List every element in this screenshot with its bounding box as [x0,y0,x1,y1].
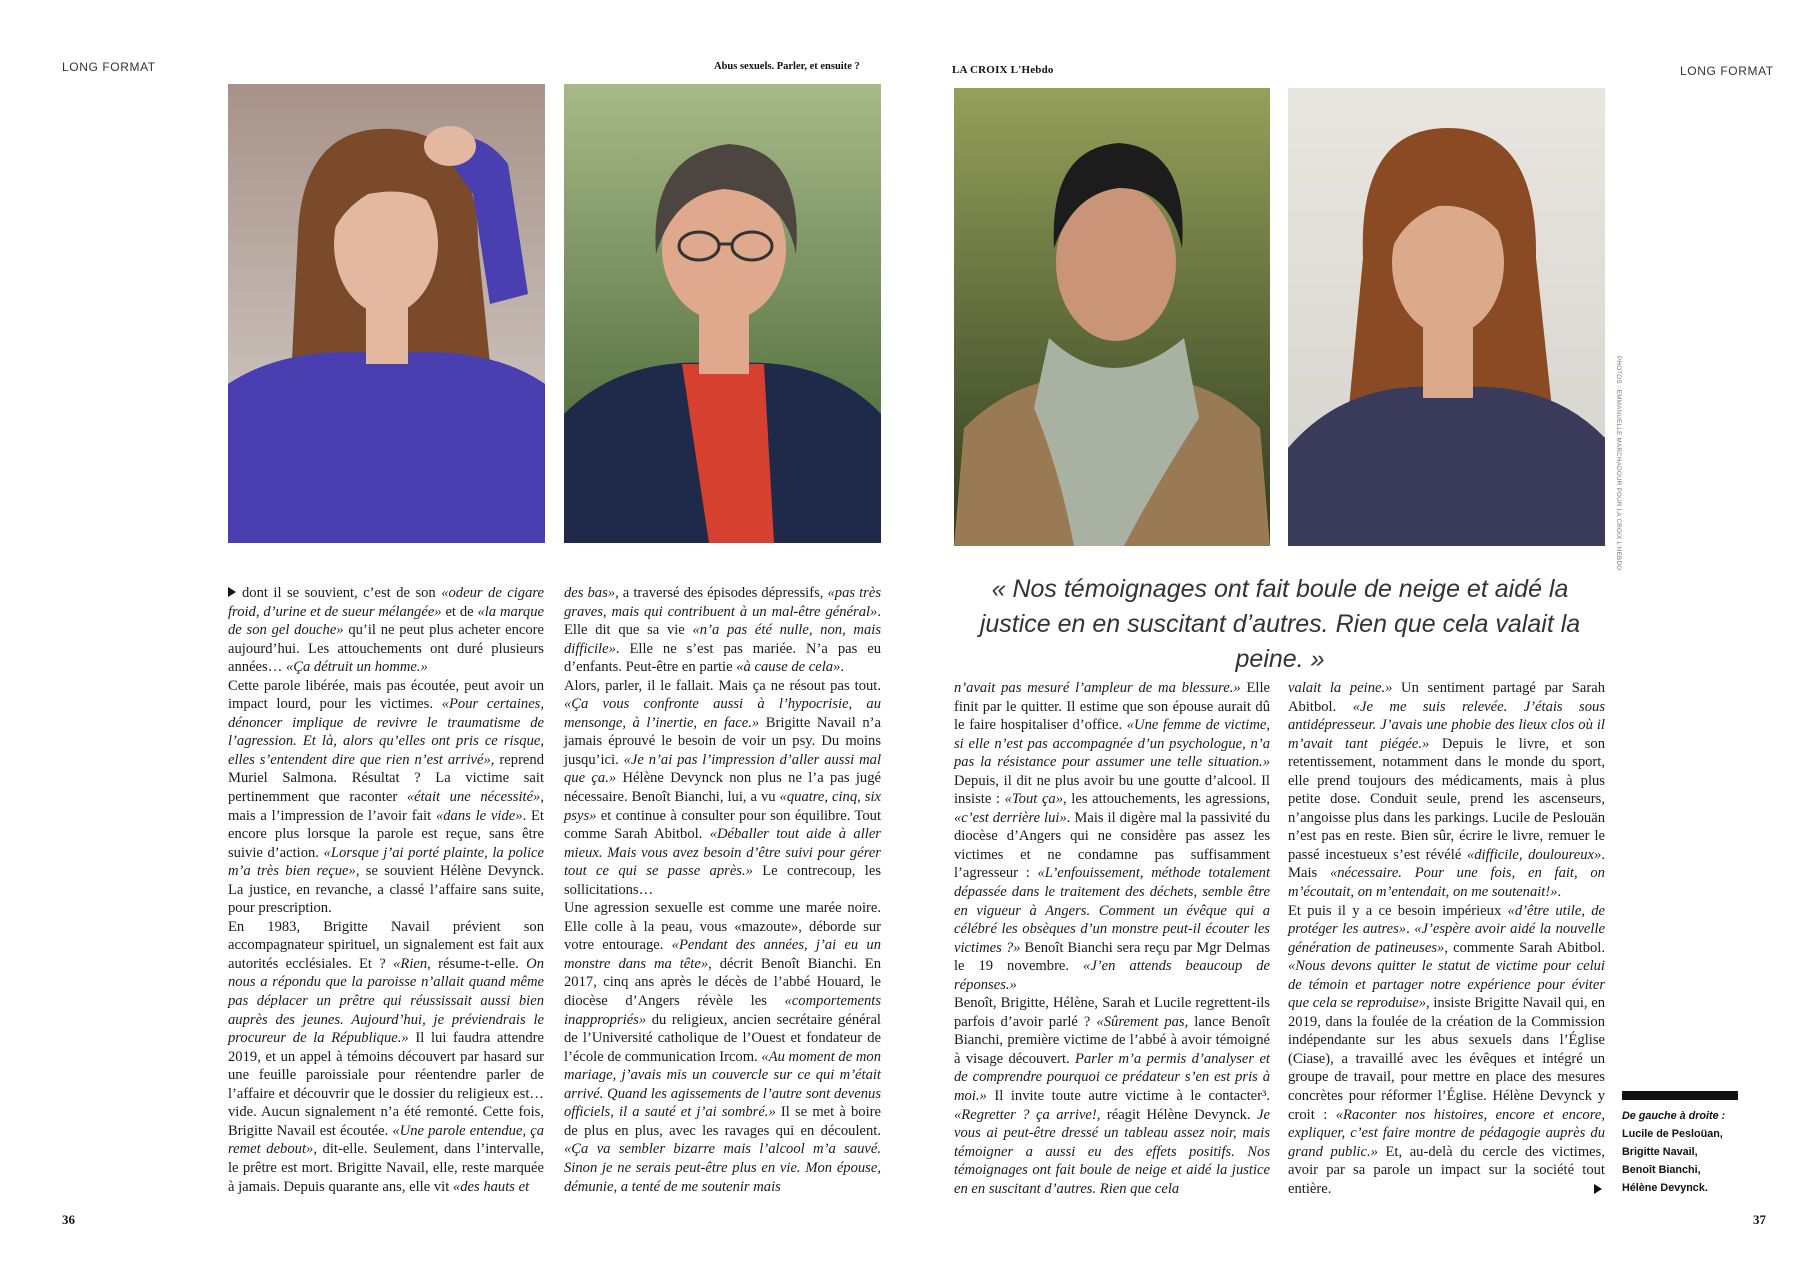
quote-run: «c’est derrière lui» [954,809,1067,826]
text-run: . Mais [1288,846,1605,882]
caption-name: Hélène Devynck. [1622,1182,1708,1194]
text-run: . [1557,884,1562,901]
text-run: et continue à consulter pour son équilibre. Tout comme Sarah Abitbol. [564,807,881,843]
quote-run: «Tout ça» [1004,791,1064,808]
text-run: Hélène Devynck non plus ne l’a pas jugé nécessaire. Benoît Bianchi, lui, a vu [564,770,881,806]
text-run: réagit Hélène Devynck. [1100,1106,1258,1123]
paragraph [228,918,544,1196]
section-label-right: LONG FORMAT [1680,64,1774,78]
caption-intro: De gauche à droite : [1622,1110,1726,1122]
quote-run: «Ça détruit un homme.» [285,659,428,676]
portrait-2-svg [564,84,881,543]
text-run: qu’il ne peut plus acheter encore aujourd’hui. Les attouchements ont duré plusieurs années… [228,622,544,676]
quote-run: «Déballer tout aide à aller mieux. Mais vous avez besoin d’être suivi pour gérer tout ce qui se passe après.» [564,826,881,880]
text-run: , insiste Brigitte Navail qui, en 2019, dans la foulée de la création de la Commission indépendante sur les abus sexuels dans l’Église (Ciase), a travaillé avec les évêques et intégré un groupe de travail, pour mettre en place des mesures concrètes pour réformer l’Église. Hélène Devynck y croit : [1288,995,1605,1123]
paragraph [564,584,881,677]
portrait-photo-4 [1288,88,1605,546]
text-run: lance Benoît Bianchi, première victime de l’abbé à avoir témoigné à visage découvert. [954,1013,1270,1067]
text-column-3 [954,679,1270,1198]
text-run: En 1983, Brigitte Navail prévient son accompagnateur spirituel, un signalement est fait aux autorités ecclésiales. Et ? [228,918,544,972]
text-run: . Mais il digère mal la passivité du diocèse d’Angers qui ne considère pas assez les victimes et ne condamne pas suffisamment l’agresseur : [954,809,1270,882]
quote-run: «nécessaire. Pour une fois, en fait, on m’écoutait, on m’entendait, on me soutenait!» [1288,865,1605,901]
text-run: , décrit Benoît Bianchi. En 2017, cinq ans après le décès de l’abbé Houard, le diocèse d’Angers révèle les [564,955,881,1010]
pull-quote: « Nos témoignages ont fait boule de neige et aidé la justice en en suscitant d’autres. Rien que cela valait la peine. » [979,575,1581,673]
text-run: du religieux, ancien secrétaire général de l’Université catholique de l’Ouest et fondateur de l’école de communication Ircom. [564,1011,881,1065]
quote-run: «Nous devons quitter le statut de victime pour celui de témoin et partager notre expérience pour éviter que cela se reproduise» [1288,958,1605,1012]
text-run: , les attouchements, les agressions, [1063,791,1270,808]
text-run: , commente Sarah Abitbol. [1444,939,1605,956]
text-run: Alors, parler, il le fallait. Mais ça ne résout pas tout. [564,677,881,694]
text-column-2 [564,584,881,1196]
text-run: Brigitte Navail n’a jamais éprouvé le besoin de voir un psy. Du moins jusqu’ici. [564,714,881,768]
quote-run: n’avait pas mesuré l’ampleur de ma blessure.» [954,680,1241,696]
quote-run: valait la peine.» [1288,680,1393,696]
page-number-right: 37 [1753,1212,1766,1227]
quote-run: «Ça va sembler bizarre mais l’alcool m’a sauvé. Sinon je ne serais peut-être plus en vie. Mon épouse, démunie, a tenté de me soutenir mais [564,1141,881,1195]
text-column-1 [228,584,544,1196]
quote-run: des bas» [564,585,616,601]
sweater [228,352,545,543]
caption-name: Brigitte Navail, [1622,1146,1698,1158]
quote-run: «la marque de son gel douche» [228,603,544,639]
text-run: . Et encore plus lorsque la parole est reçue, sans être suivie d’action. [228,807,544,861]
hand [424,126,476,166]
quote-run: «n’a pas été nulle, non, mais difficile» [564,622,881,657]
paragraph [564,899,881,1196]
quote-run: «J’espère avoir aidé la nouvelle génération de patineuses» [1288,921,1605,956]
quote-run: On nous a répondu que la paroisse n’allait quand même pas déplacer un prêtre qui réussissait aussi bien auprès des jeunes. Aujourd’hui, je préviendrais le procureur de la République.» [228,955,544,1047]
quote-run: «à cause de cela» [736,659,841,676]
text-run: Un sentiment partagé par Sarah Abitbol. [1288,680,1606,715]
paragraph [228,584,544,677]
paragraph [228,677,544,918]
text-run: . Elle ne s’est pas mariée. N’a pas eu d’enfants. Peut-être en partie [564,640,881,676]
quote-run: «dans le vide» [435,807,523,824]
text-run: et de [441,603,478,620]
quote-run: «Je n’ai pas l’impression d’aller aussi mal que ça.» [564,751,881,787]
section-label-left: LONG FORMAT [62,60,156,74]
quote-run: «Je me suis relevée. J’étais sous antidépresseur. J’avais une phobie des lieux clos où il m’avait tant piégée.» [1288,698,1606,752]
text-run: . [1406,921,1415,938]
text-run: , se souvient Hélène Devynck. La justice, en revanche, a classé l’affaire sans suite, pour prescription. [228,863,544,917]
text-run: . Elle dit que sa vie [564,603,881,639]
paragraph [564,677,881,900]
text-run: Et, au-delà du cercle des victimes, avoir par sa parole un impact sur la société tout entière. [1288,1143,1605,1197]
quote-run: Parler m’a permis d’analyser et de comprendre pourquoi ce prédateur s’en est pris à moi.» [954,1050,1270,1105]
paragraph [1288,902,1605,1199]
quote-run: «Ça vous confronte aussi à l’hypocrisie, au mensonge, à l’inertie, en face.» [564,696,881,731]
text-run: dont il se souvient, c’est de son [242,585,442,601]
quote-run: «des hauts et [452,1178,530,1195]
text-run: Une agression sexuelle est comme une marée noire. Elle colle à la peau, vous «mazoute», déborde sur votre entourage. [564,900,881,954]
text-run: , mais a l’impression de l’avoir fait [228,789,544,824]
text-run: Et puis il y a ce besoin impérieux [1288,902,1508,919]
page-number-left: 36 [62,1212,75,1227]
quote-run: «pas très graves, mais qui contribuent à un mal-être général» [564,585,882,620]
text-run: Depuis le livre, et son retentissement, notamment dans le monde du sport, elle prend toujours des médicaments, mais à plus petite dose. Conduit seule, prend les ascenseurs, n’angoisse plus dans les parkings. Lucile de Peslouän n’est pas en reste. Bien sûr, écrire le livre, remuer le passé incestueux s’est révélé [1288,735,1605,863]
text-run: Depuis, il dit ne plus avoir bu une goutte d’alcool. Il insiste : [954,772,1270,808]
quote-run: «était une nécessité» [406,789,541,806]
quote-run: «quatre, cinq, six psys» [564,789,881,824]
quote-run: «Une femme de victime, si elle n’est pas accompagnée d’un psychologue, n’a pas la résistance pour assumer une telle situation.» [954,717,1270,771]
text-run: Cette parole libérée, mais pas écoutée, peut avoir un impact lourd, pour les victimes. [228,677,544,713]
quote-run: «d’être utile, de protéger les autres» [1288,902,1606,938]
portrait-1-svg [228,84,545,543]
text-column-4 [1288,679,1605,1198]
text-run: Elle finit par le quitter. Il estime que son épouse aurait dû le faire hospitaliser d’office. [954,680,1270,734]
text-run: , a traversé des épisodes dépressifs, [615,585,828,601]
quote-run: «Pendant des années, j’ai eu un monstre dans ma tête» [564,937,881,972]
caption-rule [1622,1091,1738,1100]
shirt [1288,387,1605,546]
text-run: , reprend Muriel Salmona. Résultat ? La victime sait pertinemment que raconter [228,751,544,806]
text-run: , dit-elle. Seulement, dans l’intervalle, le prêtre est mort. Brigitte Navail, elle, reste marquée à jamais. Depuis quarante ans, elle vit [228,1141,545,1195]
quote-run: «Rien, [393,955,431,972]
text-run: Il invite toute autre victime à le contacter³. [986,1088,1270,1105]
logo-sub: L'Hebdo [1010,64,1054,76]
paragraph [1288,679,1605,902]
continuation-marker [228,587,236,597]
text-run: Benoît Bianchi sera reçu par Mgr Delmas le 19 novembre. [954,939,1270,975]
caption-name: Lucile de Pesloüan, [1622,1128,1723,1140]
logo-brand: LA CROIX [952,64,1008,76]
quote-run: «Regretter ? ça arrive!, [954,1106,1101,1123]
text-run: . [840,659,845,676]
text-run: résume-t-elle. [430,955,527,972]
portrait-photo-2 [564,84,881,543]
paragraph [954,994,1270,1198]
text-run: Il se met à boire de plus en plus, avec les ravages qui en découlent. [564,1104,881,1139]
quote-run: «Au moment de mon mariage, j’avais mis un couvercle sur ce qui m’était arrivé. Quand les agissements de l’autre sont devenus officiels, il a sauté et j’ai sombré.» [564,1048,881,1121]
photo-caption [1622,1107,1762,1197]
text-run: Il lui faudra attendre 2019, et un appel à témoins découvert par hasard sur une feuille paroissiale pour réentendre parler de l’affaire et découvrir que le dossier du religieux est… vide. Aucun signalement n’a été remonté. Cette fois, Brigitte Navail est écoutée. [228,1030,544,1139]
quote-run: «J’en attends beaucoup de réponses.» [954,958,1270,993]
publication-logo [952,64,1054,76]
running-head: Abus sexuels. Parler, et ensuite ? [714,61,860,72]
text-run: Le contrecoup, les sollicitations… [564,863,881,898]
photo-credit: PHOTOS : EMMANUELLE MARCHADOUR POUR LA CROIX L'HEBDO [1615,356,1622,571]
end-of-article-mark [1594,1184,1602,1194]
paragraph [954,679,1270,994]
quote-run: «difficile, douloureux» [1466,846,1602,863]
quote-run: «Sûrement pas, [1096,1013,1189,1030]
portrait-4-svg [1288,88,1605,546]
quote-run: «Raconter nos histoires, encore et encore, expliquer, c’est faire montre de pédagogie auprès du grand public.» [1288,1106,1605,1160]
quote-run: Je vous ai peut-être dressé un tableau assez noir, mais témoigner a aussi eu des effets positifs. Nos témoignages ont fait boule de neige et aidé la justice en en suscitant d’autres. Rien que cela [954,1106,1271,1197]
portrait-photo-3 [954,88,1270,546]
quote-run: «Pour certaines, dénoncer implique de revivre le traumatisme de l’agression. Et là, alors qu’elles ont pris ce risque, elles s’entendent dire que rien n’est arrivé» [228,696,545,768]
quote-run: «L’enfouissement, méthode totalement dépassée dans le traitement des déchets, semble être en vigueur à Angers. Comment un évêque qui a célébré les obsèques d’un monstre peut-il écouter les victimes ?» [954,865,1270,956]
portrait-3-svg [954,88,1270,546]
quote-run: «comportements inappropriés» [564,993,881,1028]
text-run: Benoît, Brigitte, Hélène, Sarah et Lucile regrettent-ils parfois d’avoir parlé ? [954,995,1270,1030]
portrait-photo-1 [228,84,545,543]
caption-name: Benoît Bianchi, [1622,1164,1701,1176]
quote-run: «odeur de cigare froid, d’urine et de sueur mélangée» [228,585,545,620]
quote-run: «Lorsque j’ai porté plainte, la police m’a très bien reçue» [228,844,544,880]
quote-run: «Une parole entendue, ça remet debout» [228,1122,544,1158]
